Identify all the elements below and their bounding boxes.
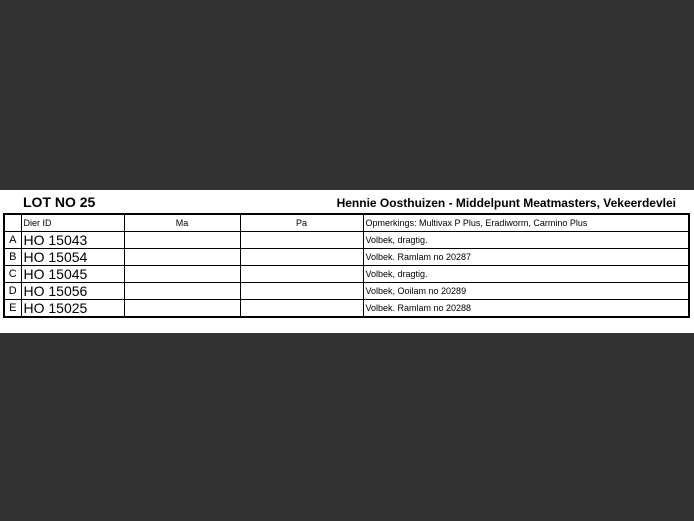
seller-title: Hennie Oosthuizen - Middelpunt Meatmasters, Vekeerdevlei [336,196,676,210]
ma-cell [124,283,240,300]
ma-cell [124,300,240,318]
header-ma: Ma [124,214,240,232]
remark-cell: Volbek. Ramlam no 20288 [363,300,689,318]
table-header-row [4,214,689,232]
header-letter [4,214,21,232]
pa-cell [240,249,363,266]
remark-cell: Volbek, dragtig. [363,232,689,249]
ma-cell [124,232,240,249]
table-row [4,266,689,283]
header-pa: Pa [240,214,363,232]
table-row [4,300,689,318]
remark-cell: Volbek. Ramlam no 20287 [363,249,689,266]
lot-title: LOT NO 25 [23,194,96,210]
dier-id-cell: HO 15056 [21,283,124,300]
row-letter: E [4,300,21,318]
ma-cell [124,249,240,266]
pa-cell [240,232,363,249]
dier-id-cell: HO 15025 [21,300,124,318]
row-letter: A [4,232,21,249]
dier-id-cell: HO 15045 [21,266,124,283]
lot-table [3,213,690,318]
pa-cell [240,266,363,283]
header-dier-id: Dier ID [21,214,124,232]
dier-id-cell: HO 15054 [21,249,124,266]
row-letter: B [4,249,21,266]
pa-cell [240,283,363,300]
row-letter: C [4,266,21,283]
document-sheet [0,190,694,333]
dier-id-cell: HO 15043 [21,232,124,249]
table-row [4,249,689,266]
table-row [4,283,689,300]
header-remarks: Opmerkings: Multivax P Plus, Eradiworm, Carmino Plus [363,214,689,232]
row-letter: D [4,283,21,300]
pa-cell [240,300,363,318]
table-row [4,232,689,249]
ma-cell [124,266,240,283]
remark-cell: Volbek, Ooilam no 20289 [363,283,689,300]
remark-cell: Volbek, dragtig. [363,266,689,283]
